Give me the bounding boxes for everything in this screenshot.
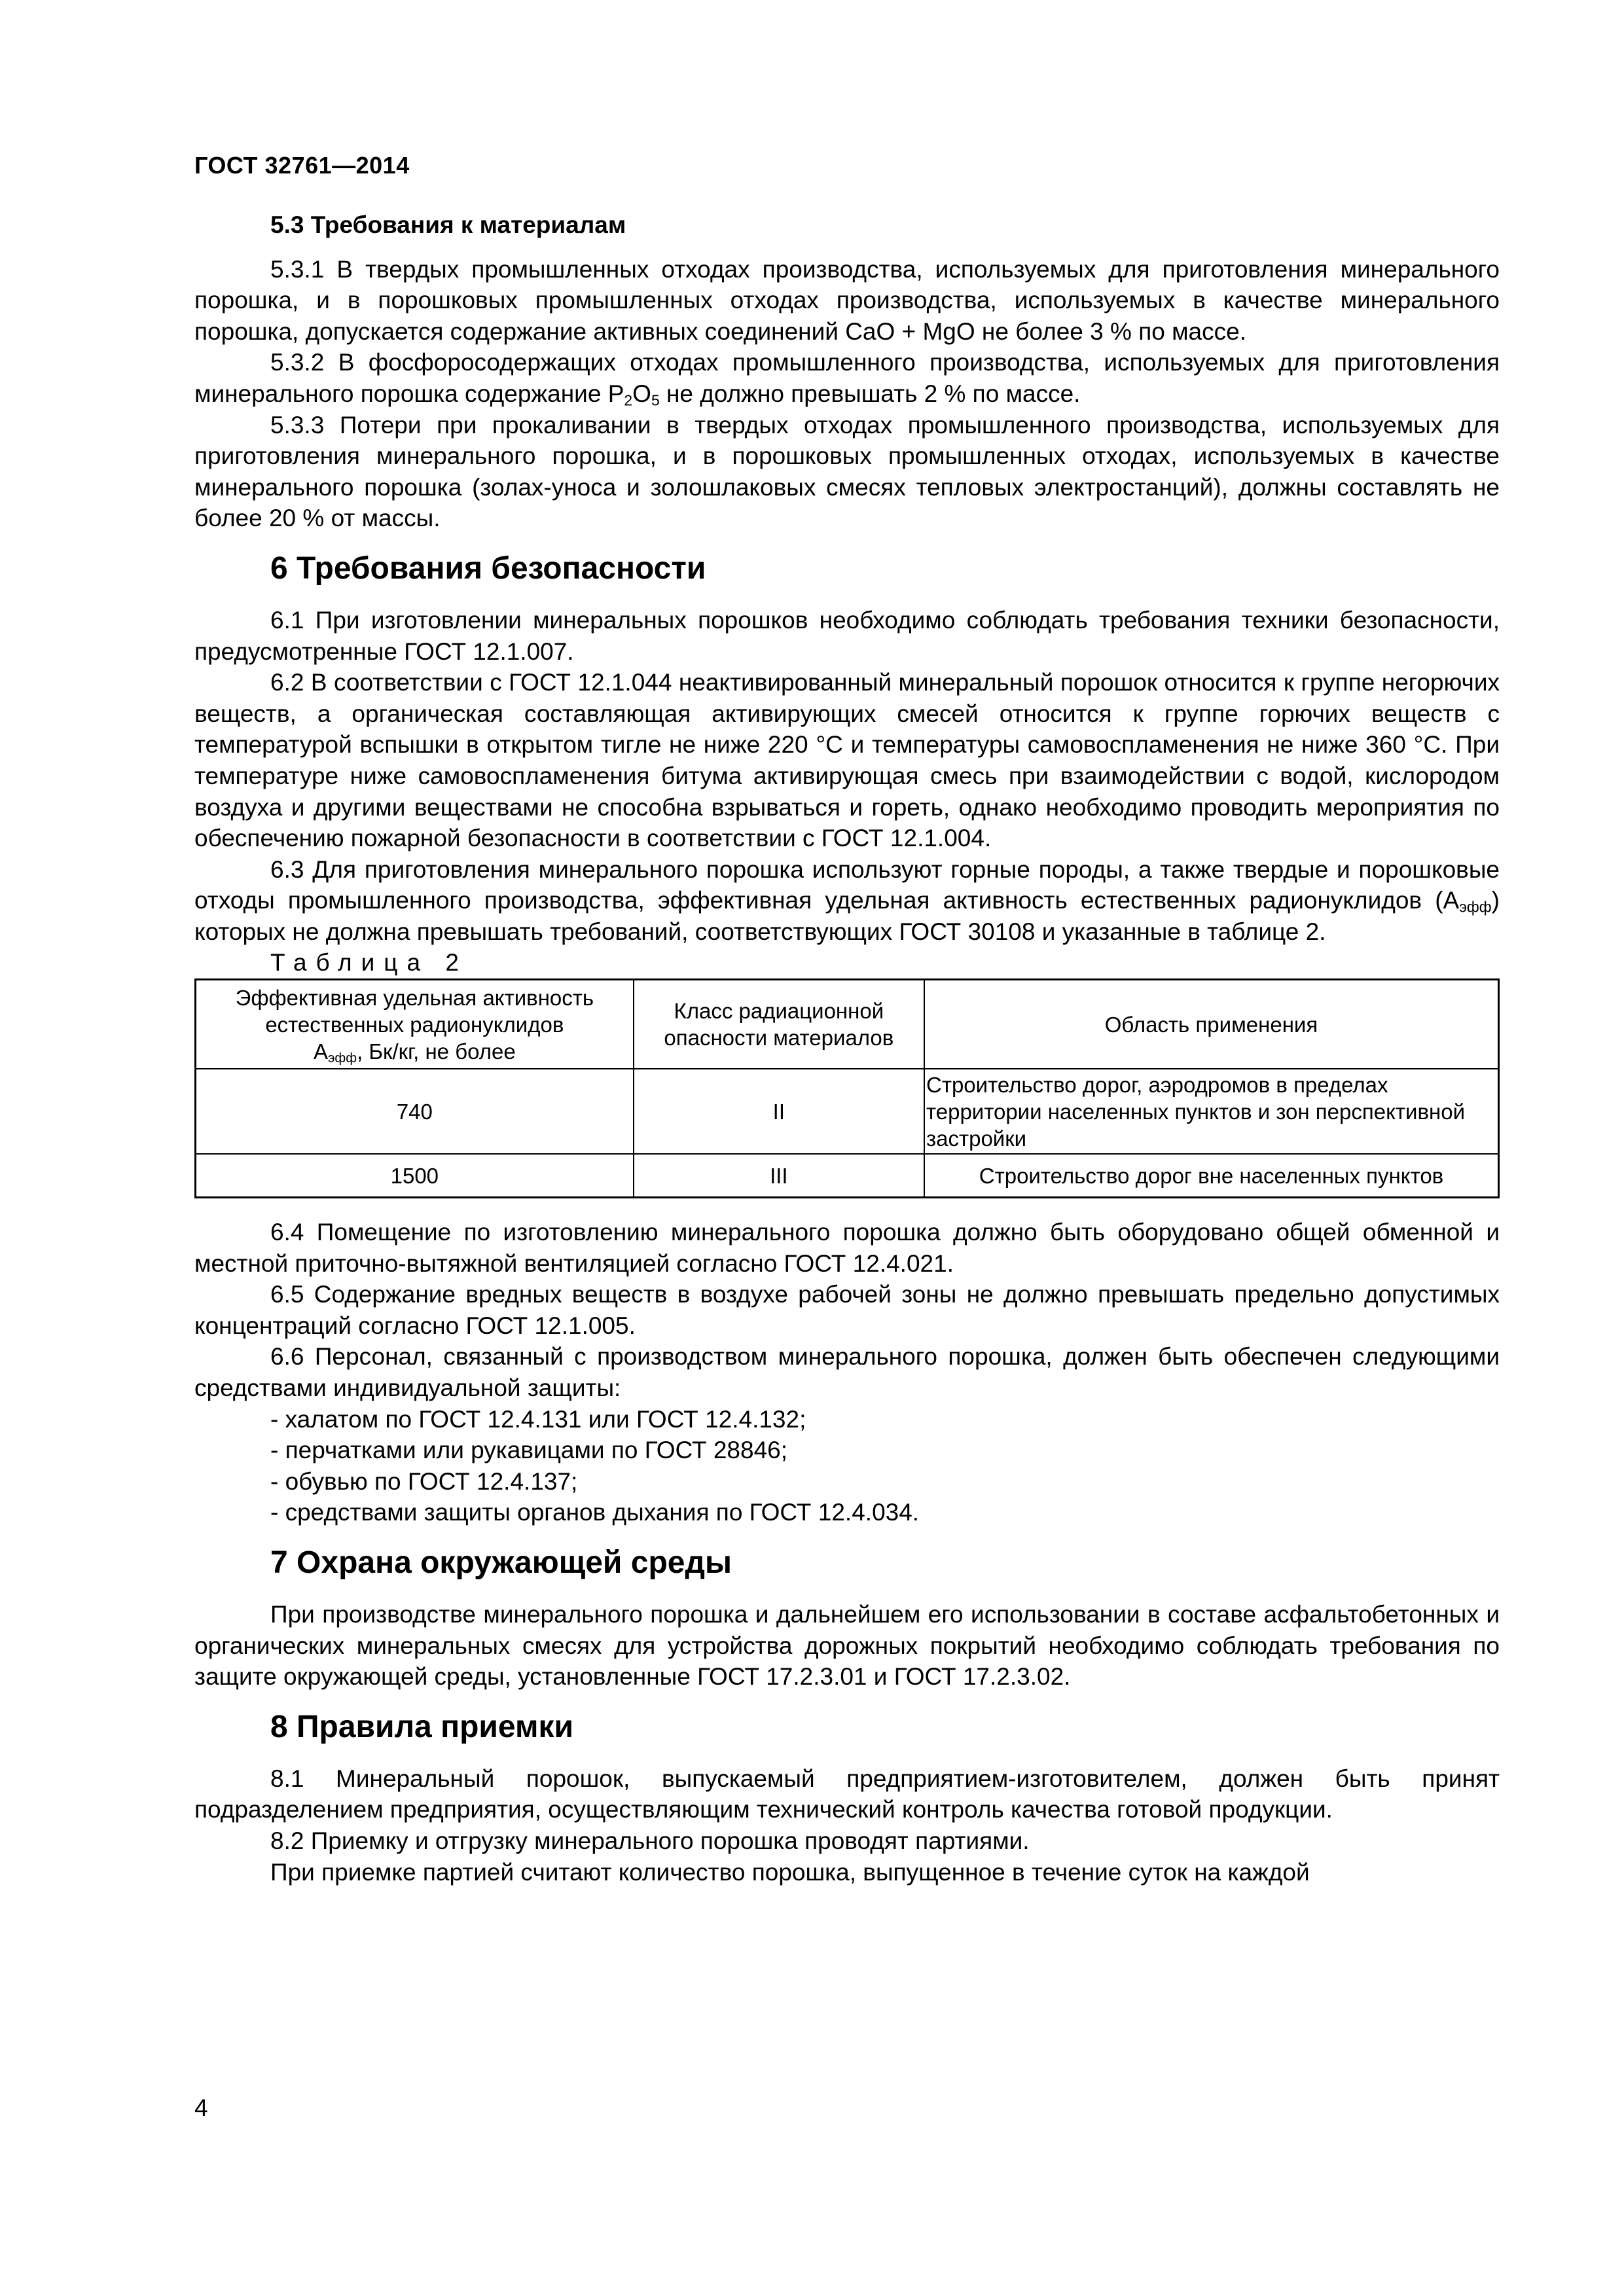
radioactivity-table (194, 978, 1500, 1198)
cell-activity: 1500 (196, 1154, 634, 1198)
paragraph-6-1: 6.1 При изготовлении минеральных порошков необходимо соблюдать требования техники безопасности, предусмотренные ГОСТ 12.1.007. (194, 606, 1500, 665)
header-class: Класс радиационной опасности материалов (634, 980, 924, 1069)
subsection-title-5-3: 5.3 Требования к материалам (270, 211, 626, 238)
table-row (196, 1154, 1499, 1198)
cell-activity: 740 (196, 1069, 634, 1154)
paragraph-8-1: 8.1 Минеральный порошок, выпускаемый предприятием-изготовителем, должен быть принят подразделением предприятия, осуществляющим технический контроль качества готовой продукции. (194, 1765, 1500, 1823)
list-item: - перчатками или рукавицами по ГОСТ 28846; (270, 1437, 788, 1464)
section-title-7: 7 Охрана окружающей среды (270, 1545, 732, 1580)
paragraph-6-6: 6.6 Персонал, связанный с производством минерального порошка, должен быть обеспечен следующими средствами индивидуальной защиты: (194, 1343, 1500, 1402)
section-title-6: 6 Требования безопасности (270, 550, 706, 586)
paragraph-5-3-1: 5.3.1 В твердых промышленных отходах производства, используемых для приготовления минерального порошка, и в порошковых промышленных отходах производства, используемых в качестве минерального порошка, допускается содержание активных соединений CaO + MgO не более 3 % по массе. (194, 255, 1500, 345)
list-item: - халатом по ГОСТ 12.4.131 или ГОСТ 12.4.132; (270, 1405, 806, 1433)
paragraph-5-3-2: 5.3.2 В фосфоросодержащих отходах промышленного производства, используемых для приготовления минерального порошка содержание $P_2O_5$ не должно превышать 2 % по массе. (194, 349, 1500, 409)
list-item: - обувью по ГОСТ 12.4.137; (270, 1467, 578, 1495)
paragraph-8-2: 8.2 Приемку и отгрузку минерального порошка проводят партиями. (270, 1827, 1030, 1854)
paragraph-5-3-3: 5.3.3 Потери при прокаливании в твердых отходах промышленного производства, используемых для приготовления минерального порошка, и в порошковых промышленных отходах, используемых в качестве минерального порошка (золах-уноса и золошлаковых смесях тепловых электростанций), должны составлять не более 20 % от массы. (194, 411, 1500, 532)
paragraph-6-3: 6.3 Для приготовления минерального порошка используют горные породы, а также твердые и порошковые отходы промышленного производства, эффективная удельная активность естественных радионуклидов $(A_{эфф})$ которых не должна превышать требований, соответствующих ГОСТ 30108 и указанные в таблице 2. (194, 855, 1500, 945)
cell-class: II (634, 1069, 924, 1154)
header-area: Область применения (924, 980, 1499, 1069)
cell-area: Строительство дорог, аэродромов в пределах территории населенных пунктов и зон перспективной застройки (924, 1069, 1499, 1154)
table-row (196, 1069, 1499, 1154)
table-header-row (196, 980, 1499, 1069)
cell-class: III (634, 1154, 924, 1198)
cell-area: Строительство дорог вне населенных пунктов (924, 1154, 1499, 1198)
document-body (194, 209, 1500, 1888)
page-number: 4 (194, 2094, 208, 2121)
document-header: ГОСТ 32761—2014 (194, 152, 410, 179)
paragraph-6-2: 6.2 В соответствии с ГОСТ 12.1.044 неактивированный минеральный порошок относится к группе негорючих веществ, а органическая составляющая активирующих смесей относится к группе горючих веществ с температурой вспышки в открытом тигле не ниже 220 °С и температуры самовоспламенения не ниже 360 °С. При температуре ниже самовоспламенения битума активирующая смесь при взаимодействии с водой, кислородом воздуха и другими веществами не способна взрываться и гореть, однако необходимо проводить мероприятия по обеспечению пожарной безопасности в соответствии с ГОСТ 12.1.004. (194, 669, 1500, 852)
list-item: - средствами защиты органов дыхания по ГОСТ 12.4.034. (270, 1499, 920, 1526)
paragraph-6-4: 6.4 Помещение по изготовлению минерального порошка должно быть оборудовано общей обменной и местной приточно-вытяжной вентиляцией согласно ГОСТ 12.4.021. (194, 1219, 1500, 1277)
table-caption: Таблица 2 (270, 949, 468, 977)
section-title-8: 8 Правила приемки (270, 1709, 574, 1744)
paragraph-7: При производстве минерального порошка и дальнейшем его использовании в составе асфальтобетонных и органических минеральных смесях для устройства дорожных покрытий необходимо соблюдать требования по защите окружающей среды, установленные ГОСТ 17.2.3.01 и ГОСТ 17.2.3.02. (194, 1601, 1500, 1691)
paragraph-6-5: 6.5 Содержание вредных веществ в воздухе рабочей зоны не должно превышать предельно допустимых концентраций согласно ГОСТ 12.1.005. (194, 1281, 1500, 1339)
paragraph-8-3: При приемке партией считают количество порошка, выпущенное в течение суток на каждой (270, 1858, 1310, 1886)
header-activity: Эффективная удельная активность естественных радионуклидов $A_{эфф}$, Бк/кг, не более (196, 980, 634, 1069)
